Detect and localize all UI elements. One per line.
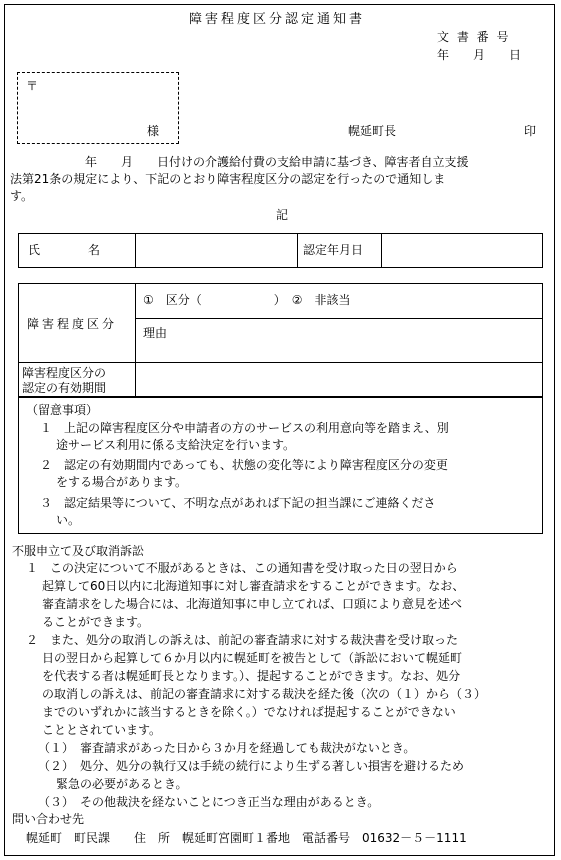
sender-name: 幌延町長 <box>348 124 397 138</box>
notes-line: い。 <box>56 513 81 527</box>
intro-line-3: す。 <box>10 189 34 203</box>
name-table-divider-3 <box>381 233 382 268</box>
degree-options: ① 区分（ ） ② 非該当 <box>143 293 351 307</box>
notes-line: ２ 認定の有効期間内であっても、状態の変化等により障害程度区分の変更 <box>40 458 448 472</box>
appeal-line: （２） 処分、処分の執行又は手続の続行により生ずる著しい損害を避けるため <box>38 759 465 773</box>
appeal-line: （１） 審査請求があった日から３か月を経過しても裁決がないとき。 <box>38 741 416 755</box>
degree-table-divider <box>135 283 136 397</box>
appeal-line: の取消しの訴えは、前記の審査請求に対する裁決を経た後（次の（１）から（３） <box>42 687 487 701</box>
recipient-suffix: 様 <box>147 124 160 138</box>
appeal-line: 緊急の必要があるとき。 <box>56 777 188 791</box>
reason-label: 理由 <box>143 326 168 340</box>
document-number: 文 書 番 号 <box>437 30 511 44</box>
intro-line-2: 法第21条の規定により、下記のとおり障害程度区分の認定を行ったので通知しま <box>10 172 446 186</box>
appeal-line: ２ また、処分の取消しの訴えは、前記の審査請求に対する裁決書を受け取った <box>26 633 459 647</box>
contact-line: 幌延町 町民課 住 所 幌延町宮園町１番地 電話番号 01632－５－1111 <box>26 831 467 845</box>
issue-date: 年 月 日 <box>437 48 522 62</box>
name-table-divider-2 <box>297 233 298 268</box>
appeal-line: までのいずれかに該当するときを除く。）でなければ提起することができない <box>42 705 456 719</box>
certification-date-label: 認定年月日 <box>303 243 364 257</box>
appeal-line: （３） その他裁決を経ないことにつき正当な理由があるとき。 <box>38 795 380 809</box>
degree-label: 障害程度区分 <box>27 317 118 331</box>
contact-heading: 問い合わせ先 <box>12 812 85 826</box>
notes-line: １ 上記の障害程度区分や申請者の方のサービスの利用意向等を踏まえ、別 <box>40 421 449 435</box>
appeal-line: ることができます。 <box>42 615 150 629</box>
degree-table-row-line-1 <box>135 318 543 319</box>
name-label: 氏 名 <box>28 243 101 257</box>
document-title: 障害程度区分認定通知書 <box>189 12 366 27</box>
name-table-divider-1 <box>135 233 136 268</box>
appeal-line: 起算して60日以内に北海道知事に対し審査請求をすることができます。なお、 <box>42 579 465 593</box>
ki-heading: 記 <box>276 208 289 222</box>
notes-line: 途サービス利用に係る支給決定を行います。 <box>56 438 296 452</box>
seal-mark: 印 <box>524 124 537 138</box>
appeal-heading: 不服申立て及び取消訴訟 <box>12 544 145 558</box>
notes-line: をする場合があります。 <box>56 475 188 489</box>
appeal-line: １ この決定について不服があるときは、この通知書を受け取った日の翌日から <box>26 561 458 575</box>
notes-line: ３ 認定結果等について、不明な点があれば下記の担当課にご連絡くださ <box>40 496 436 510</box>
appeal-line: を代表する者は幌延町長となります。）、提起することができます。なお、処分 <box>42 669 461 683</box>
appeal-line: 審査請求をした場合には、北海道知事に申し立てれば、口頭により意見を述べ <box>42 597 463 611</box>
postal-mark: 〒 <box>26 79 39 93</box>
appeal-line: こととされています。 <box>42 723 162 737</box>
appeal-line: 日の翌日から起算して６か月以内に幌延町を被告として（訴訟において幌延町 <box>42 651 463 665</box>
degree-table-row-line-2 <box>18 362 543 363</box>
notes-heading: （留意事項） <box>26 403 99 417</box>
validity-label-line-2: 認定の有効期間 <box>22 381 107 395</box>
intro-line-1: 年 月 日付けの介護給付費の支給申請に基づき、障害者自立支援 <box>85 155 469 169</box>
validity-label-line-1: 障害程度区分の <box>22 366 107 380</box>
